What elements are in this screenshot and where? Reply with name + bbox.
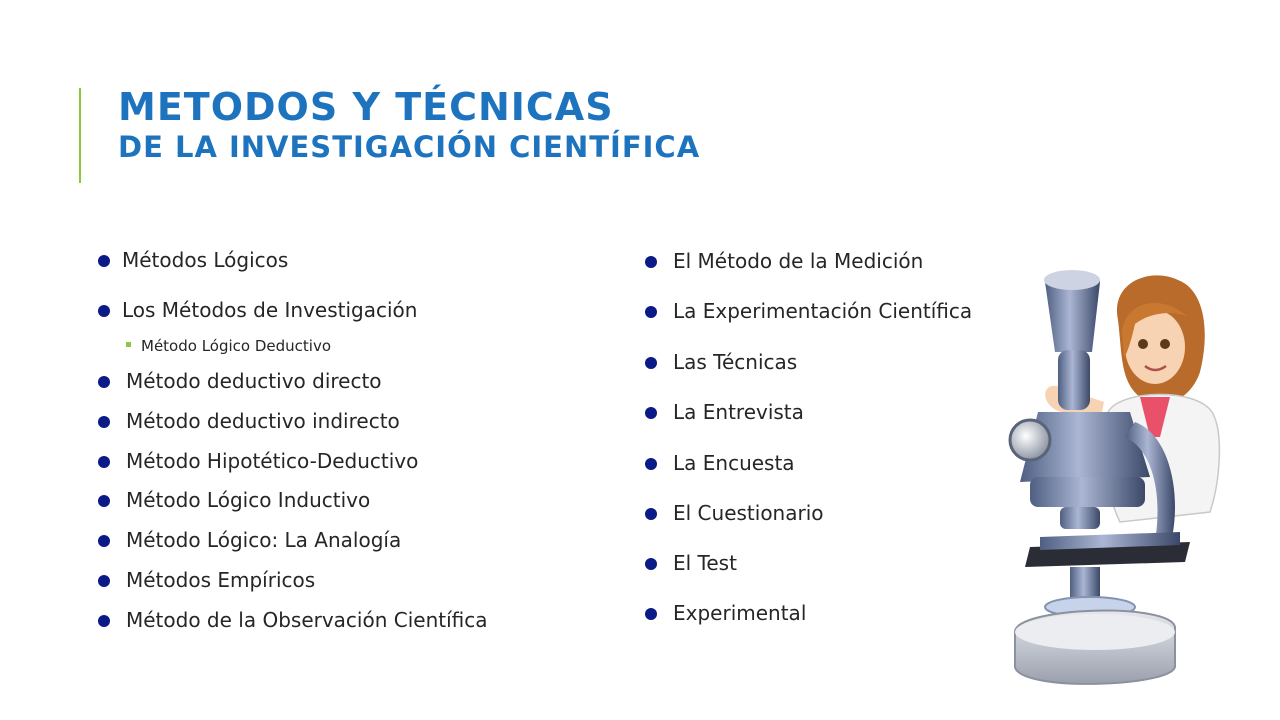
bullet-icon: [645, 558, 657, 570]
bullet-icon: [645, 407, 657, 419]
bullet-icon: [98, 456, 110, 468]
bullet-icon: [98, 615, 110, 627]
bullet-icon: [98, 575, 110, 587]
bullet-icon: [98, 416, 110, 428]
bullet-icon: [98, 495, 110, 507]
bullet-icon: [98, 535, 110, 547]
bullet-icon: [645, 256, 657, 268]
scientist-with-microscope-icon: [1000, 262, 1270, 702]
bullet-icon: [645, 608, 657, 620]
square-bullet-icon: [126, 342, 131, 347]
bullet-icon: [645, 458, 657, 470]
bullet-icon: [645, 508, 657, 520]
slide-title: [118, 85, 701, 164]
bullet-icon: [98, 255, 110, 267]
bullet-icon: [98, 376, 110, 388]
bullet-icon: [98, 305, 110, 317]
title-accent-bar: [79, 88, 81, 183]
bullet-icon: [645, 306, 657, 318]
title-line-1: METODOS Y TÉCNICAS: [118, 85, 614, 129]
bullet-icon: [645, 357, 657, 369]
title-line-2: DE LA INVESTIGACIÓN CIENTÍFICA: [118, 129, 701, 164]
